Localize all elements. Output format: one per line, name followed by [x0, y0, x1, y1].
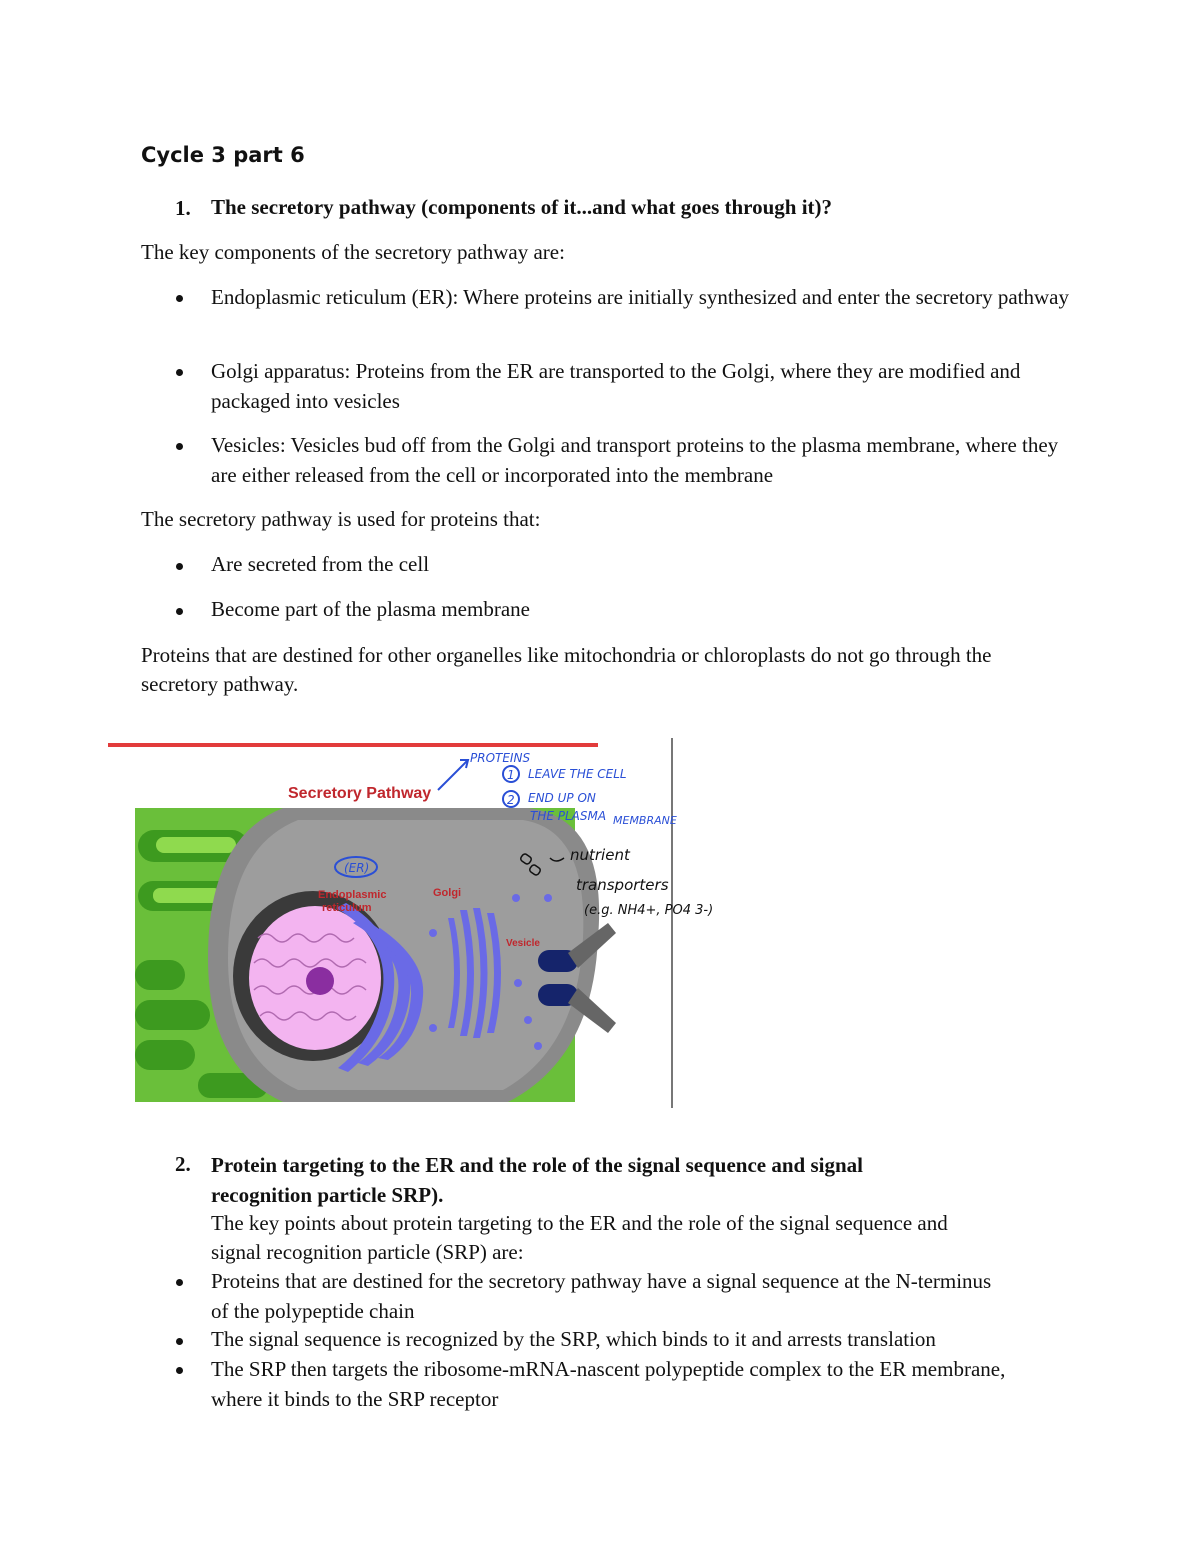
nutrient-line3: (e.g. NH4+, PO4 3-) — [584, 903, 714, 918]
bullet-marker — [176, 1279, 183, 1286]
figure-right-rule — [671, 738, 673, 1108]
question-2-title-line2: recognition particle SRP). — [211, 1183, 444, 1207]
list-item-membrane: Become part of the plasma membrane — [211, 597, 530, 621]
item-1-number: 1 — [507, 768, 515, 782]
bullet-marker — [176, 295, 183, 302]
figure-top-rule — [108, 743, 598, 747]
pathway-note: Proteins that are destined for other organelles like mitochondria or chloroplasts do not go through the secretory pathway. — [141, 643, 992, 696]
nutrient-line1: nutrient — [570, 846, 630, 864]
question-2-title-line1: Protein targeting to the ER and the role of the signal sequence and signal — [211, 1153, 863, 1177]
used-for-intro: The secretory pathway is used for proteins that: — [141, 507, 541, 531]
bullet-marker — [176, 443, 183, 450]
golgi-label: Golgi — [433, 887, 462, 899]
srp-intro-line2: signal recognition particle (SRP) are: — [211, 1240, 524, 1264]
er-label-line1: Endoplasmic — [318, 889, 387, 901]
bullet-marker — [176, 563, 183, 570]
secretory-pathway-figure — [108, 738, 788, 1108]
components-intro: The key components of the secretory pathway are: — [141, 240, 565, 264]
vesicle-label: Vesicle — [506, 938, 540, 949]
nutrient-line2: transporters — [576, 876, 669, 894]
question-1-title: The secretory pathway (components of it...and what goes through it)? — [211, 195, 833, 219]
list-item-srp-targeting: The SRP then targets the ribosome-mRNA-nascent polypeptide complex to the ER membrane, where it binds to the SRP receptor — [211, 1357, 1006, 1411]
bullet-marker — [176, 608, 183, 615]
list-item-er: Endoplasmic reticulum (ER): Where proteins are initially synthesized and enter the secretory pathway — [211, 285, 1069, 309]
bullet-marker — [176, 1338, 183, 1345]
arrow-icon — [438, 760, 468, 790]
figure-title: Secretory Pathway — [288, 785, 432, 802]
er-label-line2: reticulum — [322, 902, 372, 914]
question-2-number: 2. — [175, 1152, 191, 1176]
page-title: Cycle 3 part 6 — [141, 143, 305, 167]
item-1-text: LEAVE THE CELL — [528, 767, 627, 781]
bullet-marker — [176, 1367, 183, 1374]
item-2-line2: THE PLASMA — [530, 809, 607, 823]
srp-intro-line1: The key points about protein targeting to the ER and the role of the signal sequence and — [211, 1211, 948, 1235]
list-item-golgi: Golgi apparatus: Proteins from the ER are transported to the Golgi, where they are modified and packaged into vesicles — [211, 359, 1021, 413]
item-2-line3: MEMBRANE — [613, 814, 677, 827]
er-annotation: (ER) — [344, 861, 370, 875]
item-2-number: 2 — [507, 793, 515, 807]
list-item-signal-sequence: Proteins that are destined for the secretory pathway have a signal sequence at the N-terminus of the polypeptide chain — [211, 1269, 992, 1323]
secretory-pathway-diagram — [108, 738, 788, 1108]
list-item-srp-binding: The signal sequence is recognized by the SRP, which binds to it and arrests translation — [211, 1327, 936, 1351]
bullet-marker — [176, 369, 183, 376]
list-item-secreted: Are secreted from the cell — [211, 552, 430, 576]
nucleolus — [306, 967, 334, 995]
item-2-line1: END UP ON — [528, 791, 596, 805]
proteins-annotation: PROTEINS — [470, 751, 531, 765]
question-1-number: 1. — [175, 196, 191, 220]
list-item-vesicles: Vesicles: Vesicles bud off from the Golgi and transport proteins to the plasma membrane, where they are either released from the cell or incorporated into the membrane — [211, 433, 1059, 487]
